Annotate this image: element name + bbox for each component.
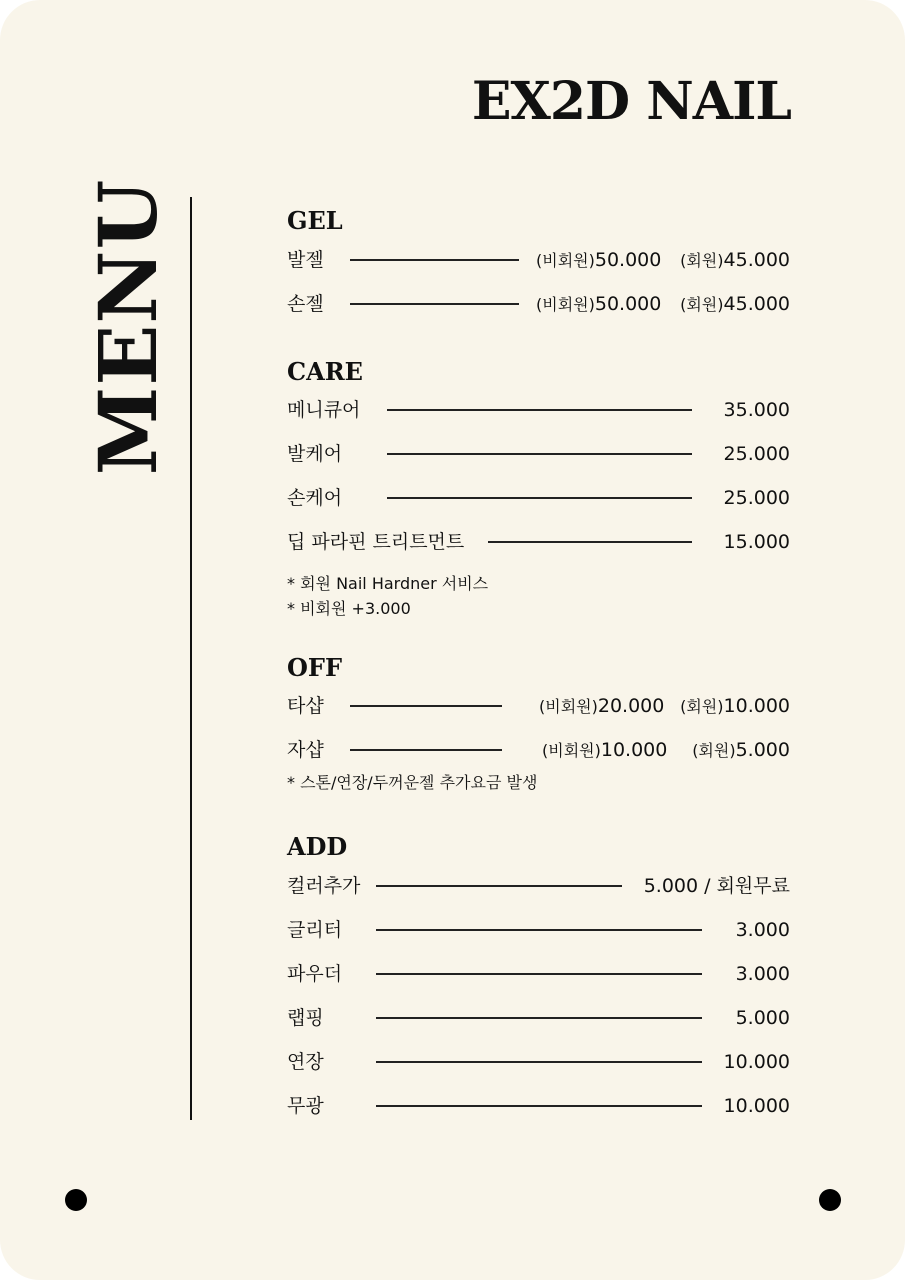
nonmember-price: (비회원)50.000 <box>536 293 662 315</box>
leader-line <box>376 1105 702 1107</box>
item-name: 연장 <box>287 1051 324 1073</box>
menu-row-add <box>287 872 790 900</box>
nonmember-price: (비회원)50.000 <box>536 249 662 271</box>
menu-vertical-title: MENU <box>81 178 175 476</box>
member-price: (회원)45.000 <box>680 293 790 315</box>
item-price: 3.000 <box>735 919 790 941</box>
menu-row-gel-foot <box>287 246 790 274</box>
item-name: 발케어 <box>287 443 343 465</box>
decorative-dot <box>65 1189 87 1211</box>
section-title-off: OFF <box>287 653 342 682</box>
menu-row-add <box>287 1004 790 1032</box>
menu-row-add <box>287 1048 790 1076</box>
section-title-gel: GEL <box>287 206 343 235</box>
leader-line <box>387 409 692 411</box>
leader-line <box>376 1017 702 1019</box>
leader-line <box>350 303 519 305</box>
item-name: 자샵 <box>287 739 324 761</box>
menu-row-care <box>287 528 790 556</box>
item-price: 10.000 <box>723 1095 790 1117</box>
item-price: 25.000 <box>723 487 790 509</box>
item-name: 글리터 <box>287 919 343 941</box>
item-name: 랩핑 <box>287 1007 324 1029</box>
care-note: * 회원 Nail Hardner 서비스 <box>287 574 489 593</box>
leader-line <box>376 973 702 975</box>
leader-line <box>376 1061 702 1063</box>
section-title-care: CARE <box>287 357 363 386</box>
leader-line <box>350 259 519 261</box>
item-name: 타샵 <box>287 695 324 717</box>
nonmember-price: (비회원)10.000 <box>542 739 668 761</box>
member-price: (회원)10.000 <box>680 695 790 717</box>
menu-row-off <box>287 692 790 720</box>
item-price: 10.000 <box>723 1051 790 1073</box>
item-name: 메니큐어 <box>287 399 361 421</box>
item-name: 손젤 <box>287 293 324 315</box>
item-price: 5.000 / 회원무료 <box>643 875 790 897</box>
item-name: 발젤 <box>287 249 324 271</box>
menu-row-care <box>287 484 790 512</box>
item-name: 무광 <box>287 1095 324 1117</box>
item-price: 35.000 <box>723 399 790 421</box>
nonmember-price: (비회원)20.000 <box>539 695 665 717</box>
off-note: * 스톤/연장/두꺼운젤 추가요금 발생 <box>287 773 538 792</box>
item-name: 컬러추가 <box>287 875 361 897</box>
menu-row-add <box>287 1092 790 1120</box>
menu-row-care <box>287 396 790 424</box>
item-price: 5.000 <box>735 1007 790 1029</box>
decorative-dot <box>819 1189 841 1211</box>
leader-line <box>387 497 692 499</box>
menu-row-care <box>287 440 790 468</box>
member-price: (회원)5.000 <box>692 739 790 761</box>
leader-line <box>350 749 502 751</box>
leader-line <box>350 705 502 707</box>
menu-row-gel-hand <box>287 290 790 318</box>
item-name: 딥 파라핀 트리트먼트 <box>287 531 465 553</box>
vertical-divider <box>190 197 192 1120</box>
section-title-add: ADD <box>287 832 348 861</box>
menu-row-add <box>287 916 790 944</box>
item-name: 손케어 <box>287 487 343 509</box>
item-price: 25.000 <box>723 443 790 465</box>
brand-title: EX2D NAIL <box>471 71 791 132</box>
member-price: (회원)45.000 <box>680 249 790 271</box>
item-price: 15.000 <box>723 531 790 553</box>
leader-line <box>376 885 622 887</box>
menu-row-off <box>287 736 790 764</box>
item-price: 3.000 <box>735 963 790 985</box>
item-name: 파우더 <box>287 963 343 985</box>
care-note: * 비회원 +3.000 <box>287 599 411 618</box>
leader-line <box>387 453 692 455</box>
leader-line <box>488 541 692 543</box>
leader-line <box>376 929 702 931</box>
menu-row-add <box>287 960 790 988</box>
